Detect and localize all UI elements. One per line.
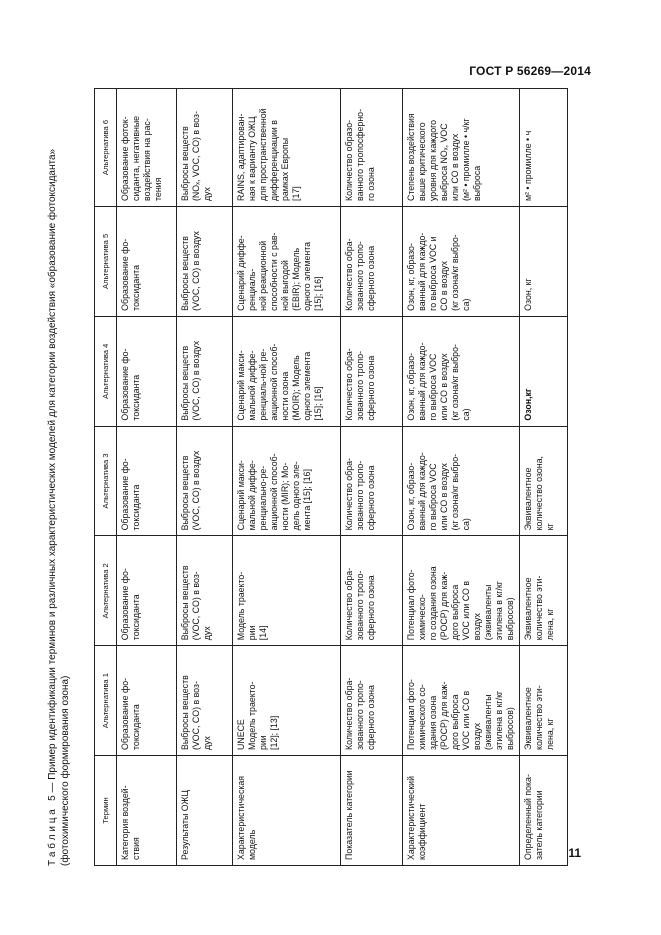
table-row [403, 89, 520, 866]
alternative-cell: Образование фо- токсиданта [117, 536, 177, 646]
header-alt-4: Альтернатива 4 [95, 316, 117, 426]
table-caption: Т а б л и ц а 5 — Пример идентификации терминов и различных характеристических моделей для категории воздействия «образование фотоксиданта» (фотохимического формирования озона) [47, 148, 71, 866]
term-cell: Определенный пока- затель категории [520, 756, 568, 866]
header-alt-5: Альтернатива 5 [95, 207, 117, 317]
alternative-cell: Выбросы веществ (VOC, CO) в воздух [177, 316, 233, 426]
table-header-row [95, 89, 117, 866]
rotated-table-area [46, 88, 555, 866]
alternative-cell: Сценарий макси- мальной диффе- ренциаль-ной ре- акционной способ- ности озона (MOIR); Модель одного элемента [15]; [16] [233, 316, 341, 426]
alternative-cell: Количество обра- зованного тропо- сферного озона [341, 316, 403, 426]
alternative-cell: Количество обра- зованного тропо- сферного озона [341, 536, 403, 646]
characterization-table [94, 88, 568, 866]
term-cell: Показатель категории [341, 756, 403, 866]
alternative-cell: Озон, кг [520, 207, 568, 317]
alternative-cell: Потенциал фото- химического со- здания озона (POCP) для каж- дого выброса VOC или CO в воздух (эквиваленты этилена в кг/кг выбросов) [403, 646, 520, 756]
alternative-cell: Эквивалентное количество эти- лена, кг [520, 646, 568, 756]
alternative-cell: Модель траекто- рии [14] [233, 536, 341, 646]
table-row [117, 89, 177, 866]
alternative-cell: Образование фо- токсиданта [117, 207, 177, 317]
alternative-cell: Выбросы веществ (VOC, CO) в воздух [177, 426, 233, 536]
term-cell: Результаты ОЖЦ [177, 756, 233, 866]
header-alt-1: Альтернатива 1 [95, 646, 117, 756]
alternative-cell: Количество обра- зованного тропо- сферного озона [341, 207, 403, 317]
table-row [233, 89, 341, 866]
alternative-cell: Выбросы веществ (NOₓ, VOC, CO) в воз- дух [177, 89, 233, 207]
alternative-cell: Сценарий макси- мальной диффе- ренциально-ре- акционной способ- ности (MIR); Мо- дель одного эле- мента [15]; [16] [233, 426, 341, 536]
alternative-cell: Образование фо- токсиданта [117, 646, 177, 756]
alternative-cell: Эквивалентное количество озона, кг [520, 426, 568, 536]
table-row [177, 89, 233, 866]
alternative-cell: Озон, кг, образо- ванный для каждо- го выброса VOC и CO в воздух (кг озона/кг выбро- са) [403, 207, 520, 317]
header-alt-6: Альтернатива 6 [95, 89, 117, 207]
alternative-cell: Озон, кг, образо- ванный для каждо- го выброса VOC или CO в воздух (кг озона/кг выбро- са) [403, 426, 520, 536]
alternative-cell: Потенциал фото- химическо- го создания озона (POCP) для каж- дого выброса VOC или CO в воздух (эквиваленты этилена в кг/кг выбросов) [403, 536, 520, 646]
standard-code: ГОСТ Р 56269—2014 [469, 64, 591, 78]
alternative-cell: Образование фоток- сиданта, негативные воздействия на рас- тения [117, 89, 177, 207]
alternative-cell: UNECE Модель траекто- рии [12]; [13] [233, 646, 341, 756]
alternative-cell: Количество обра- зованного тропо- сферного озона [341, 646, 403, 756]
header-term: Термин [95, 756, 117, 866]
term-cell: Характеристическая модель [233, 756, 341, 866]
term-cell: Категория воздей- ствия [117, 756, 177, 866]
alternative-cell: Сценарий диффе- ренциаль- ной реакционной способности с рав- ной выгодой (EBIR); Модель одного элемента [15]; [16] [233, 207, 341, 317]
alternative-cell: Озон, кг, образо- ванный для каждо- го выброса VOC или CO в воздух (кг озона/кг выбро- са) [403, 316, 520, 426]
alternative-cell: Образование фо- токсиданта [117, 316, 177, 426]
alternative-cell: Озон,кг [520, 316, 568, 426]
alternative-cell: Выбросы веществ (VOC, CO) в воз- дух [177, 646, 233, 756]
table-row [341, 89, 403, 866]
header-alt-2: Альтернатива 2 [95, 536, 117, 646]
alternative-cell: Эквивалентное количество эти- лена, кг [520, 536, 568, 646]
alternative-cell: Выбросы веществ (VOC, CO) в воздух [177, 207, 233, 317]
alternative-cell: м² • промилле • ч [520, 89, 568, 207]
page-number: 11 [568, 846, 581, 860]
alternative-cell: RAINS, адаптирован- ная к варианту ОЖЦ для пространственной дифференциации в рамках Европы [17] [233, 89, 341, 207]
term-cell: Характеристический коэффициент [403, 756, 520, 866]
alternative-cell: Образование фо- токсиданта [117, 426, 177, 536]
alternative-cell: Количество образо- ванного тропосферно- го озона [341, 89, 403, 207]
alternative-cell: Степень воздействия выше критического уровня для каждого выброса NOₓ, VOC или CO в воздух (м² • промилле • ч/кг выброса [403, 89, 520, 207]
table-row [520, 89, 568, 866]
header-alt-3: Альтернатива 3 [95, 426, 117, 536]
alternative-cell: Выбросы веществ (VOC, CO) в воз- дух [177, 536, 233, 646]
alternative-cell: Количество обра- зованного тропо- сферного озона [341, 426, 403, 536]
